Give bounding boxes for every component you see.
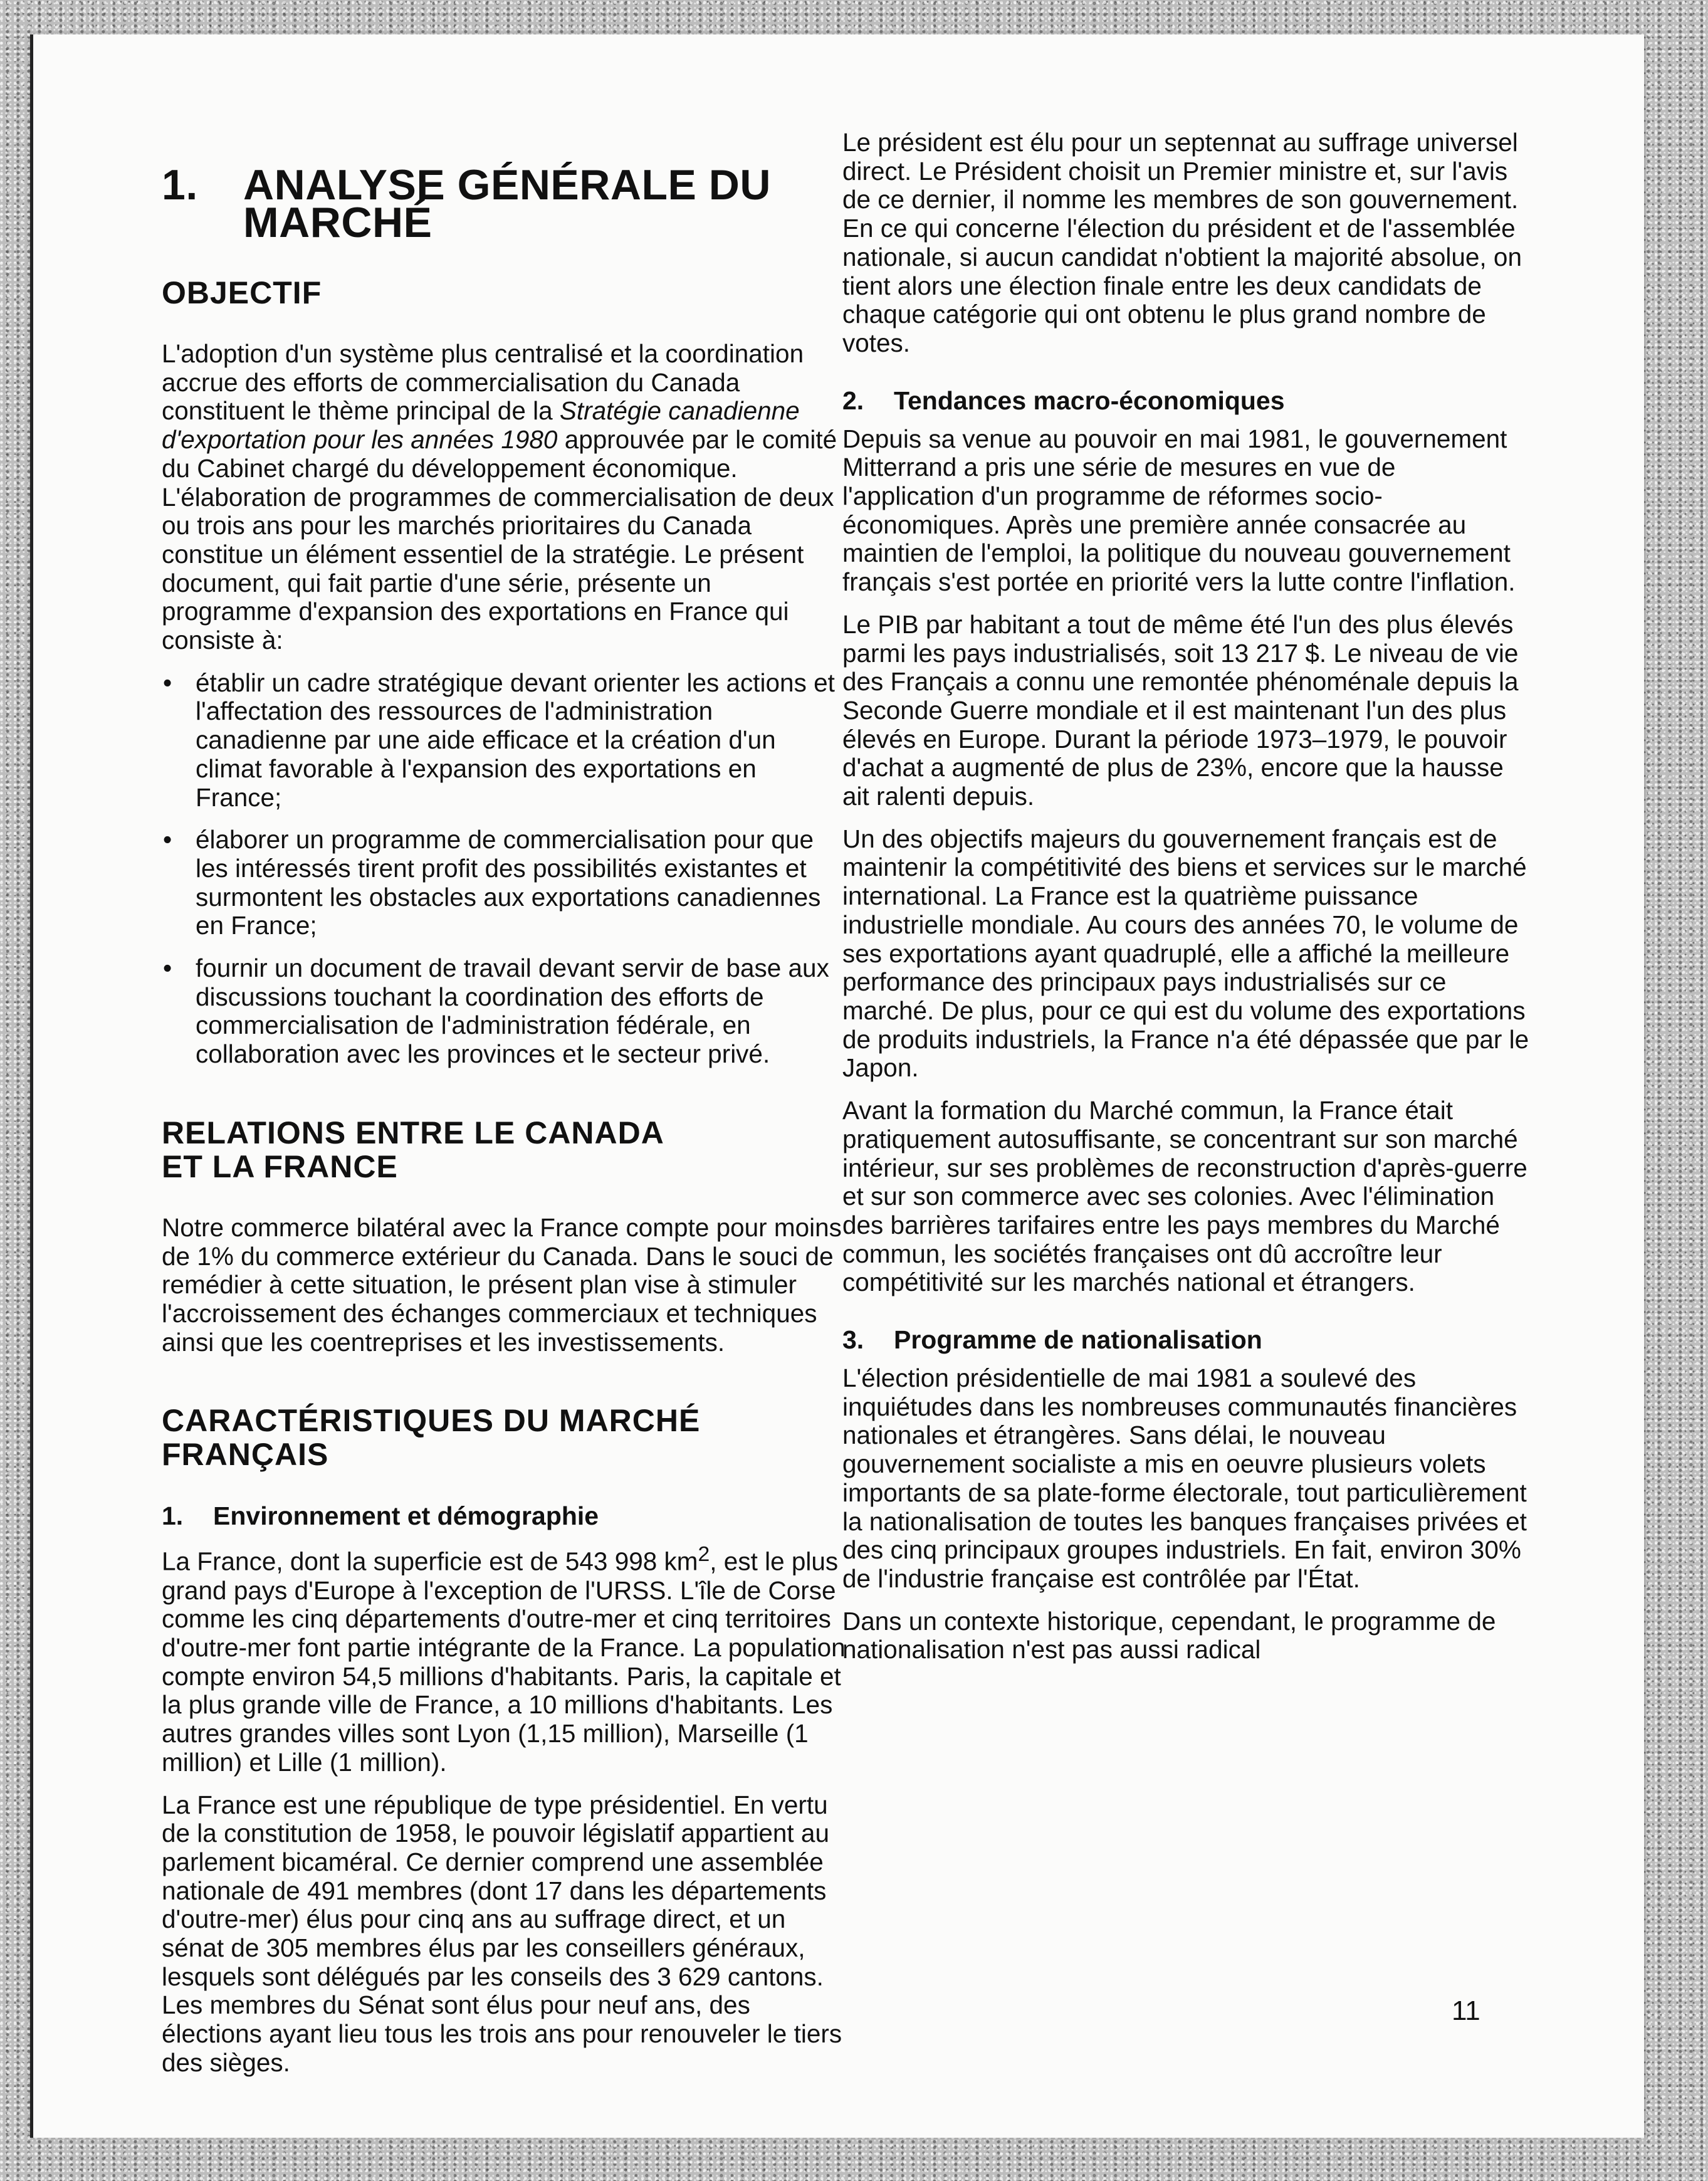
left-margin-rule: [30, 34, 33, 2138]
caracteristiques-heading: [162, 1404, 848, 1471]
objectif-intro: [162, 340, 848, 655]
tendances-title: Tendances macro-économiques: [894, 386, 1285, 415]
right-column: [842, 129, 1532, 1678]
superscript-2: 2: [698, 1542, 710, 1567]
objectif-heading: OBJECTIF: [162, 275, 322, 310]
nationalisation-heading: [842, 1325, 1532, 1354]
nationalisation-number: 3.: [842, 1325, 864, 1355]
environnement-paragraph-1: [162, 1540, 848, 1777]
page-title: [162, 161, 848, 246]
relations-heading-line2: ET LA FRANCE: [162, 1148, 398, 1184]
environnement-heading: [162, 1501, 848, 1530]
environnement-number: 1.: [162, 1501, 184, 1531]
caracteristiques-heading-line2: FRANÇAIS: [162, 1437, 329, 1473]
environnement-p1-part2: , est le plus grand pays d'Europe à l'exception de l'URSS. L'île de Corse comme les cinq départements d'outre-mer et cinq territoires d'outre-mer font partie intégrante de la France. La population compte environ 54,5 millions d'habitants. Paris, la capitale et la plus grande ville de France, a 10 millions d'habitants. Les autres grandes villes sont Lyon (1,15 million), Marseille (1 million) et Lille (1 million).: [162, 1547, 846, 1777]
document-page: [30, 34, 1644, 2138]
list-item: [162, 669, 848, 812]
relations-paragraph: Notre commerce bilatéral avec la France compte pour moins de 1% du commerce extérieur du Canada. Dans le souci de remédier à cette situation, le présent plan vise à stimuler l'accroissement des échanges commerciaux et techniques ainsi que les coentreprises et les investissements.: [162, 1212, 842, 1357]
list-item: [162, 826, 848, 940]
tendances-paragraph-1: Depuis sa venue au pouvoir en mai 1981, le gouvernement Mitterrand a pris une série de mesures en vue de l'application d'un programme de réformes socio-économiques. Après une première année consacrée au maintien de l'emploi, la politique du nouveau gouvernement français s'est portée en priorité vers la lutte contre l'inflation.: [842, 424, 1516, 597]
tendances-paragraph-4: Avant la formation du Marché commun, la France était pratiquement autosuffisante, se concentrant sur son marché intérieur, sur ses problèmes de reconstruction d'après-guerre et sur son commerce avec ses colonies. Avec l'élimination des barrières tarifaires entre les pays membres du Marché commun, les sociétés françaises ont dû accroître leur compétitivité sur les marchés national et étrangers.: [842, 1096, 1527, 1297]
tendances-number: 2.: [842, 386, 864, 415]
environnement-title: Environnement et démographie: [213, 1501, 599, 1531]
bullet-icon: •: [163, 954, 172, 983]
left-column: [162, 129, 848, 2091]
bullet-text: fournir un document de travail devant servir de base aux discussions touchant la coordination des efforts de commercialisation de l'administration fédérale, en collaboration avec les provinces et le secteur privé.: [196, 954, 829, 1069]
bullet-icon: •: [163, 668, 172, 697]
list-item: [162, 954, 848, 1069]
bullet-text: établir un cadre stratégique devant orienter les actions et l'affectation des ressources de l'administration canadienne par une aide efficace et la création d'un climat favorable à l'expansion des exportations en France;: [196, 668, 835, 812]
nationalisation-title: Programme de nationalisation: [894, 1325, 1262, 1355]
objectif-intro-italic: Stratégie canadienne d'exportation pour les années 1980: [162, 396, 800, 455]
title-number: 1.: [162, 161, 198, 209]
bullet-text: élaborer un programme de commercialisation pour que les intéressés tirent profit des possibilités existantes et surmontent les obstacles aux exportations canadiennes en France;: [196, 825, 821, 940]
nationalisation-paragraph-2: Dans un contexte historique, cependant, le programme de nationalisation n'est pas aussi radical: [842, 1606, 1496, 1664]
tendances-paragraph-2: Le PIB par habitant a tout de même été l'un des plus élevés parmi les pays industrialisés, soit 13 217 $. Le niveau de vie des Français a connu une remontée phénoménale depuis la Seconde Guerre mondiale et il est maintenant l'un des plus élevés en Europe. Durant la période 1973–1979, le pouvoir d'achat a augmenté de plus de 23%, encore que la hausse ait ralenti depuis.: [842, 609, 1519, 811]
tendances-paragraph-3: Un des objectifs majeurs du gouvernement français est de maintenir la compétitivité des biens et services sur le marché international. La France est la quatrième puissance industrielle mondiale. Au cours des années 70, le volume de ses exportations ayant quadruplé, elle a affiché la meilleure performance des principaux pays industrialisés sur ce marché. De plus, pour ce qui est du volume des exportations de produits industriels, la France n'a été dépassée que par le Japon.: [842, 824, 1529, 1083]
relations-heading-line1: RELATIONS ENTRE LE CANADA: [162, 1115, 664, 1150]
bullet-icon: •: [163, 825, 172, 854]
caracteristiques-heading-line1: CARACTÉRISTIQUES DU MARCHÉ: [162, 1403, 701, 1439]
relations-heading: [162, 1116, 848, 1184]
objectif-intro-part1: L'adoption d'un système plus centralisé et la coordination accrue des efforts de commercialisation du Canada constituent le thème principal de la: [162, 339, 804, 426]
nationalisation-paragraph-1: L'élection présidentielle de mai 1981 a soulevé des inquiétudes dans les nombreuses communautés financières nationales et étrangères. Sans délai, le nouveau gouvernement socialiste a mis en oeuvre plusieurs volets importants de sa plate-forme électorale, tout particulièrement la nationalisation de toutes les banques françaises privées et des cinq principaux groupes industriels. En fait, environ 30% de l'industrie française est contrôlée par l'État.: [842, 1364, 1527, 1593]
objectif-bullet-list: [162, 669, 848, 1069]
environnement-paragraph-2: La France est une république de type présidentiel. En vertu de la constitution de 1958, le pouvoir législatif appartient au parlement bicaméral. Ce dernier comprend une assemblée nationale de 491 membres (dont 17 dans les départements d'outre-mer) élus pour cinq ans au suffrage direct, et un sénat de 305 membres élus par les conseillers généraux, lesquels sont délégués par les conseils des 3 629 cantons. Les membres du Sénat sont élus pour neuf ans, des élections ayant lieu tous les trois ans pour renouveler le tiers des sièges.: [162, 1790, 842, 2077]
page-number: 11: [1452, 1995, 1480, 2026]
environnement-p1-part1: La France, dont la superficie est de 543 998 km: [162, 1547, 698, 1576]
title-text: ANALYSE GÉNÉRALE DU MARCHÉ: [243, 161, 772, 246]
tendances-heading: [842, 386, 1532, 415]
environnement-paragraph-3: Le président est élu pour un septennat au suffrage universel direct. Le Président choisit un Premier ministre et, sur l'avis de ce dernier, il nomme les membres de son gouvernement. En ce qui concerne l'élection du président et de l'assemblée nationale, si aucun candidat n'obtient la majorité absolue, on tient alors une élection finale entre les deux candidats de chaque catégorie qui ont obtenu le plus grand nombre de votes.: [842, 128, 1522, 357]
objectif-intro-part2: approuvée par le comité du Cabinet chargé du développement économique. L'élaboration de programmes de commercialisation de deux ou trois ans pour les marchés prioritaires du Canada constitue un élément essentiel de la stratégie. Le présent document, qui fait partie d'une série, présente un programme d'expansion des exportations en France qui consiste à:: [162, 425, 837, 655]
